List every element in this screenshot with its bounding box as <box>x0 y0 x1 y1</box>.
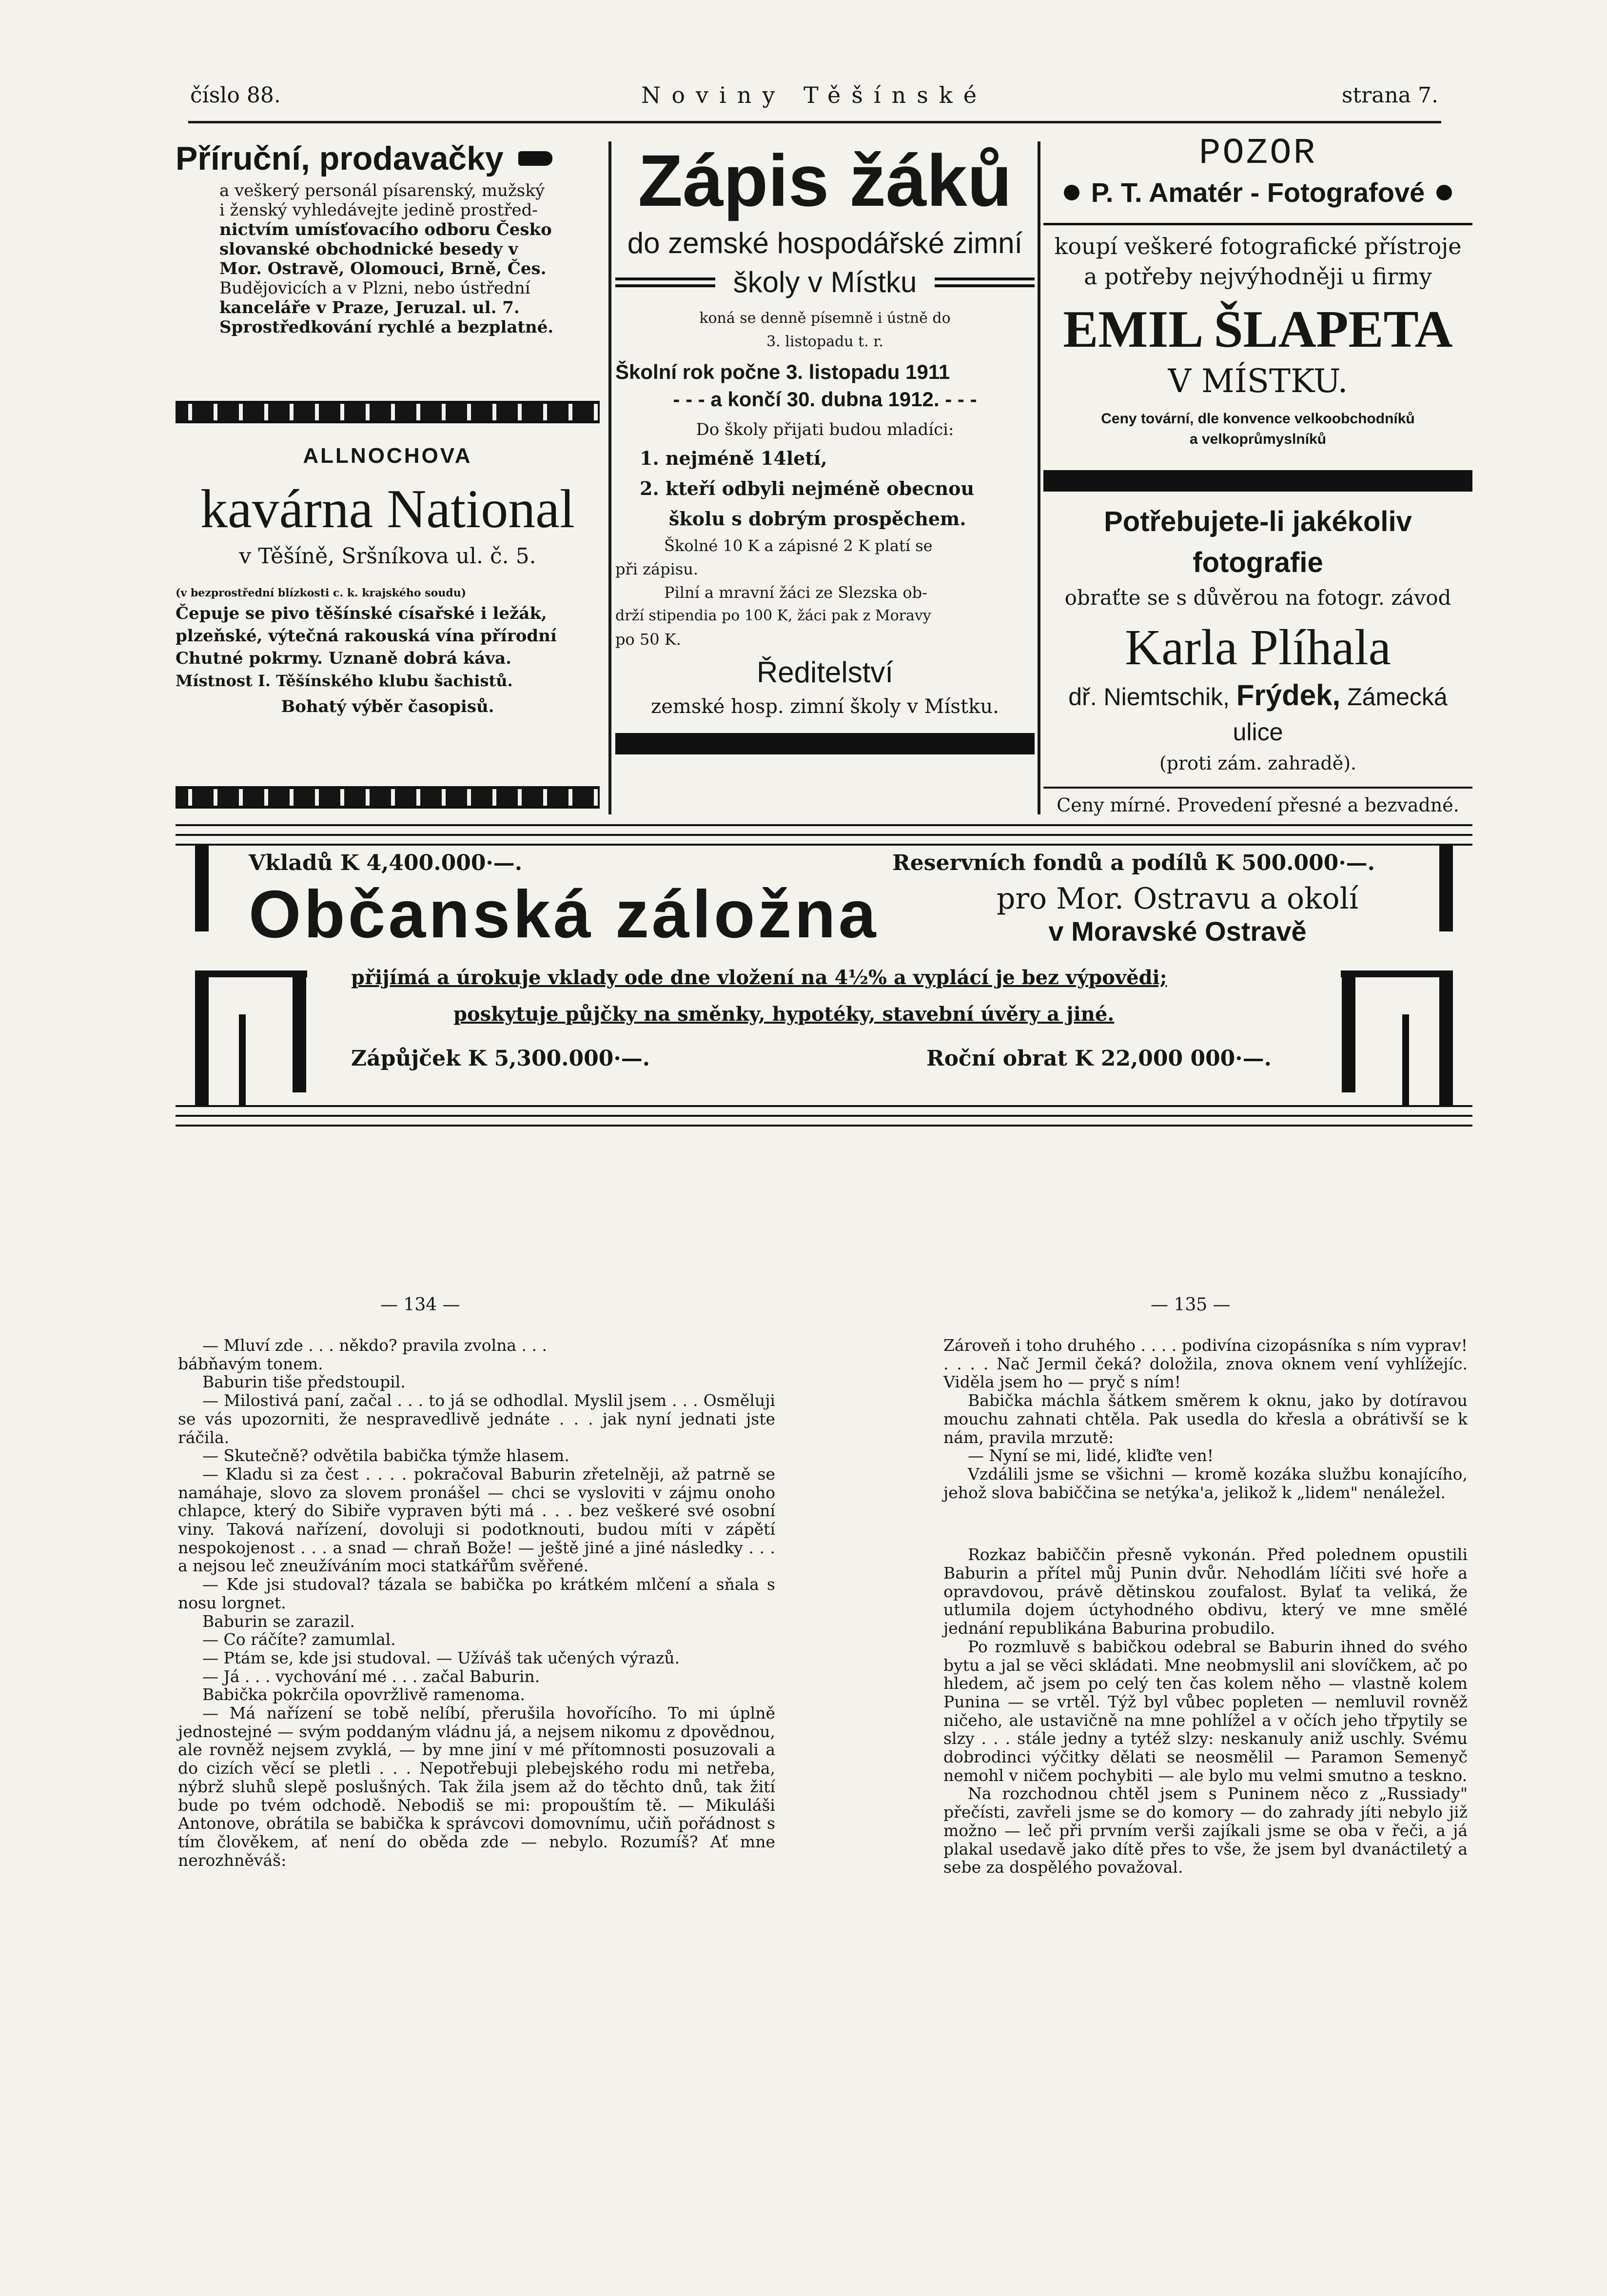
column-divider <box>1038 141 1040 814</box>
foto-city: V MÍSTKU. <box>1168 362 1348 400</box>
ad-prirucni-headline: Příruční, prodavačky <box>176 140 504 177</box>
ornamental-border <box>176 401 600 423</box>
bank-reserves: Reservních fondů a podílů K 500.000·—. <box>892 851 1375 875</box>
frame-ornament <box>195 970 307 977</box>
bank-turnover: Roční obrat K 22,000 000·—. <box>926 1046 1272 1071</box>
zapis-fee: po 50 K. <box>615 630 681 649</box>
story-paragraph: Baburin tiše předstoupil. <box>202 1372 406 1392</box>
zapis-requirement: 2. kteří odbyli nejméně obecnou <box>640 477 975 499</box>
frame-ornament <box>1439 844 1453 931</box>
zapis-fee: při zápisu. <box>615 560 699 578</box>
foto-studio-name: Karla Plíhala <box>1125 619 1391 675</box>
story-right-column <box>943 1336 1468 1877</box>
story-paragraph: Zároveň i toho druhého . . . . podivína cizopásníka s ním vyprav! . . . . Nač Jermil čeká? doložila, znova oknem vení vyhlížejíc. Viděla jsem ho — pryč s ním! <box>943 1336 1468 1392</box>
story-paragraph: Vzdálili jsme se všichni — kromě kozáka službu konajícího, jehož slova babiččina se netýka'a, jelikož k „lidem" nenáležel. <box>943 1464 1468 1502</box>
story-left-column <box>178 1336 775 1869</box>
zapis-line: koná se denně písemně i ústně do <box>699 310 951 327</box>
foto-buy: a potřeby nejvýhodněji u firmy <box>1084 263 1432 290</box>
story-paragraph: Babička pokrčila opovržlivě ramenoma. <box>202 1685 526 1704</box>
foto-address-town: Frýdek, <box>1236 679 1341 712</box>
story-paragraph: — Co ráčíte? zamumlal. <box>202 1630 396 1649</box>
story-page-number: — 135 — <box>1151 1295 1231 1315</box>
zapis-school: do zemské hospodářské zimní <box>627 227 1023 259</box>
stripe <box>176 1105 1472 1107</box>
ad-line: Mor. Ostravě, Olomouci, Brně, Čes. <box>219 259 547 278</box>
zapis-fee: Školné 10 K a zápisné 2 K platí se <box>664 536 933 555</box>
ad-zapis <box>615 139 1035 812</box>
frame-ornament <box>1439 970 1453 1107</box>
bank-line: přijímá a úrokuje vklady ode dne vložení na 4½% a vyplácí je bez výpovědi; <box>351 966 1167 989</box>
foto-need: Potřebujete-li jakékoliv fotografie <box>1104 506 1412 578</box>
story-paragraph: — Kde jsi studoval? tázala se babička po krátkém mlčení a sňala s nosu lorgnet. <box>178 1575 775 1612</box>
foto-amater-row <box>1043 173 1472 212</box>
ad-line: a veškerý personál písarenský, mužský <box>219 181 545 200</box>
ad-prirucni <box>176 139 600 383</box>
story-paragraph: — Já . . . vychování mé . . . začal Baburin. <box>202 1666 540 1686</box>
double-rule <box>615 277 715 280</box>
story-paragraph: Po rozmluvě s babičkou odebral se Baburin ihned do svého bytu a jal se věci skládati. Mne neobmyslil ani slovíčkem, ač po hledem, ač jsem po celý ten čas kolem něho — vlastně kolem Punina — se vrtěl. Týž byl vůbec popleten — nemluvil rovněž ničeho, ale ustavičně na mne pohlížel a v očích jeho třpytily se slzy . . . stále jedny a tytéž slzy: neskanuly aniž uschly. Svému dobrodinci výčitky dělati se neosmělil — Paramon Semenyč nemohl v ničem pochybiti — ale bylo mu velmi smutno a teskno. <box>943 1637 1468 1785</box>
zapis-requirement: školu s dobrým prospěchem. <box>669 508 966 530</box>
divider <box>1043 223 1472 225</box>
kavarna-name: kavárna National <box>200 479 575 539</box>
frame-ornament <box>293 970 306 1092</box>
foto-pozor: POZOR <box>1198 134 1317 174</box>
story-paragraph: — Kladu si za čest . . . . pokračoval Baburin zřetelněji, až patrně se namáhaje, slovo za slovem pronášel — chci se vysloviti v zájmu onoho chlapce, který do Sibiře vypraven býti má . . . bez veškeré své osobní viny. Taková nařízení, dovoluji si podotknouti, budou míti v zápětí nespokojenost . . . a snad — chraň Bože! — ještě jiné a jiné následky . . . a nejsou leč zneužíváním moci statkářům svěřené. <box>178 1464 775 1576</box>
header-rule <box>188 121 1441 123</box>
bank-city: v Moravské Ostravě <box>1048 916 1307 947</box>
zapis-fee: Pilní a mravní žáci ze Slezska ob- <box>664 583 927 602</box>
page-number: strana 7. <box>1341 83 1438 108</box>
black-bar <box>1043 470 1472 492</box>
zapis-signature-school: zemské hosp. zimní školy v Místku. <box>651 695 999 718</box>
story-paragraph: — Skutečně? odvětila babička týmže hlasem. <box>202 1446 569 1465</box>
bank-for: pro Mor. Ostravu a okolí <box>996 882 1359 916</box>
story-paragraph: bábňavým tonem. <box>178 1354 323 1373</box>
zapis-term-start: Školní rok počne 3. listopadu 1911 <box>615 360 950 383</box>
kavarna-address: v Těšíně, Sršníkova ul. č. 5. <box>239 544 536 569</box>
foto-address: (proti zám. zahradě). <box>1159 752 1357 774</box>
frame-ornament <box>1402 1014 1409 1107</box>
kavarna-line: Místnost I. Těšínského klubu šachistů. <box>176 672 513 690</box>
bank-line: poskytuje půjčky na směnky, hypotéky, stavební úvěry a jiné. <box>453 1003 1115 1026</box>
kavarna-owner: ALLNOCHOVA <box>303 444 472 468</box>
black-bar <box>615 733 1035 754</box>
column-divider <box>608 141 611 814</box>
zapis-line: 3. listopadu t. r. <box>766 333 883 350</box>
ad-bank <box>176 824 1472 1127</box>
zapis-headline: Zápis žáků <box>638 139 1012 221</box>
pointing-hand-icon <box>518 151 552 166</box>
zapis-signature: Ředitelství <box>756 656 894 689</box>
story-paragraph: — Mluví zde . . . někdo? pravila zvolna . . . <box>202 1336 548 1355</box>
foto-amater: P. T. Amatér - Fotografové <box>1091 177 1425 208</box>
story-paragraph: — Ptám se, kde jsi studoval. — Užíváš tak učených výrazů. <box>202 1648 680 1667</box>
bank-name: Občanská záložna <box>249 877 879 952</box>
foto-prices: a velkoprůmyslníků <box>1189 431 1327 447</box>
ad-line: nictvím umísťovacího odboru Česko <box>219 220 552 239</box>
ad-kavarna <box>176 441 600 773</box>
story-paragraph: — Milostivá paní, začal . . . to já se odhodlal. Myslil jsem . . . Osměluji se vás upozorniti, že nespravedlivě jednáte . . . jak nyní jednati jste ráčila. <box>178 1391 775 1447</box>
bank-loans: Zápůjček K 5,300.000·—. <box>351 1046 650 1071</box>
ad-line: i ženský vyhledávejte jedině prostřed- <box>219 200 538 220</box>
ad-prirucni-headline-row <box>176 139 600 178</box>
story-paragraph: Baburin se zarazil. <box>202 1611 355 1631</box>
foto-address-row <box>1043 678 1472 750</box>
ad-line: Sprostředkování rychlé a bezplatné. <box>219 317 554 337</box>
story-paragraph: — Nyní se mi, lidé, kliďte ven! <box>968 1446 1214 1465</box>
stripe <box>176 824 1472 826</box>
zapis-fee: drží stipendia po 100 K, žáci pak z Moravy <box>615 607 931 624</box>
stripe <box>176 1115 1472 1117</box>
kavarna-line: plzeňské, výtečná rakouská vína přírodní <box>176 626 557 646</box>
foto-firm: EMIL ŠLAPETA <box>1063 300 1453 358</box>
zapis-school-row <box>615 263 1035 302</box>
kavarna-line: (v bezprostřední blízkosti c. k. krajského soudu) <box>176 587 467 599</box>
story-paragraph: — Má nařízení se tobě nelíbí, přerušila hovořícího. To mi úplně jednostejné — svým poddaným vládnu já, a nejsem nikomu z dpovědnou, ale rovněž nejsem zvyklá, — by mne jiní v mé přítomnosti posuzovali a do cizích věcí se pletli . . . Nepotřebuji plebejského rodu mi netřeba, nýbrž sluhů slepě poslušných. Tak žila jsem až do těchto dnů, tak žití bude po tvém odchodě. Nebodiš se mi: propouštím tě. — Mikuláši Antonove, obrátila se babička k správcovi domovnímu, učiň pořádnost s tím člověkem, ať není do oběda zde — nebylo. Rozumíš? Ať mne nerozhněváš: <box>178 1703 775 1870</box>
frame-ornament <box>195 970 209 1107</box>
foto-buy: koupí veškeré fotografické přístroje <box>1054 233 1462 259</box>
kavarna-line: Čepuje se pivo těšínské císařské i ležák, <box>176 604 547 623</box>
double-rule <box>935 277 1035 280</box>
ornamental-border <box>176 786 600 809</box>
story-page-number: — 134 — <box>380 1295 460 1315</box>
stripe <box>176 834 1472 836</box>
section-gap <box>943 1502 1468 1545</box>
foto-footer: Ceny mírné. Provedení přesné a bezvadné. <box>1057 794 1459 816</box>
ad-line: kanceláře v Praze, Jeruzal. ul. 7. <box>219 298 520 317</box>
foto-address-prefix: dř. Niemtschik, <box>1068 683 1230 711</box>
frame-ornament <box>1342 970 1355 1092</box>
bullet-icon <box>1064 185 1079 200</box>
kavarna-line: Chutné pokrmy. Uznaně dobrá káva. <box>176 649 511 668</box>
frame-ornament <box>195 844 209 931</box>
frame-ornament <box>239 1014 246 1107</box>
foto-prices: Ceny tovární, dle konvence velkoobchodníků <box>1101 411 1415 427</box>
bank-deposits: Vkladů K 4,400.000·—. <box>249 851 523 875</box>
foto-turn: obraťte se s důvěrou na fotogr. závod <box>1064 586 1451 610</box>
newspaper-title: Noviny Těšínské <box>641 82 987 108</box>
ad-line: Budějovicích a v Plzni, nebo ústřední <box>219 278 530 298</box>
ad-prirucni-body <box>176 181 600 337</box>
issue-number: číslo 88. <box>190 83 281 108</box>
foto-address-street: Zámecká ulice <box>1233 683 1448 746</box>
story-paragraph: Na rozchodnou chtěl jsem s Puninem něco z „Russiady" přečísti, zavřeli jsme se do komory — do zahrady jíti nebylo již možno — leč při prvním verši zajíkali jsme se oba v řeči, a já plakal usedavě jako dítě přes to vše, že jsem byl dvanáctiletý a sebe za dospělého považoval. <box>943 1784 1468 1877</box>
ad-foto <box>1043 134 1472 817</box>
bullet-icon <box>1436 185 1452 200</box>
frame-ornament <box>1341 970 1453 977</box>
story-paragraph: Rozkaz babiččin přesně vykonán. Před polednem opustili Baburin a přítel můj Punin dvůr. Nehodlám líčiti své hoře a opravdovou, právě dětinskou zoufalost. Bylať ta veliká, že utlumila dojem úctyhodného obdivu, který ve mne smělé jednání republikána Baburina probudilo. <box>943 1545 1468 1638</box>
stripe <box>176 1125 1472 1127</box>
zapis-school-place: školy v Místku <box>733 266 917 298</box>
page-header <box>190 78 1438 117</box>
ad-line: slovanské obchodnické besedy v <box>219 239 518 259</box>
zapis-admit: Do školy přijati budou mladíci: <box>696 420 954 439</box>
stripe <box>176 844 1472 846</box>
story-paragraph: Babička máchla šátkem směrem k oknu, jako by dotíravou mouchu zahnati chtěla. Pak usedla do křesla a obrátivší se k nám, pravila mrzutě: <box>943 1391 1468 1447</box>
zapis-term-end: - - - a končí 30. dubna 1912. - - - <box>673 388 977 411</box>
kavarna-line: Bohatý výběr časopisů. <box>281 697 494 716</box>
zapis-requirement: 1. nejméně 14letí, <box>640 447 827 469</box>
